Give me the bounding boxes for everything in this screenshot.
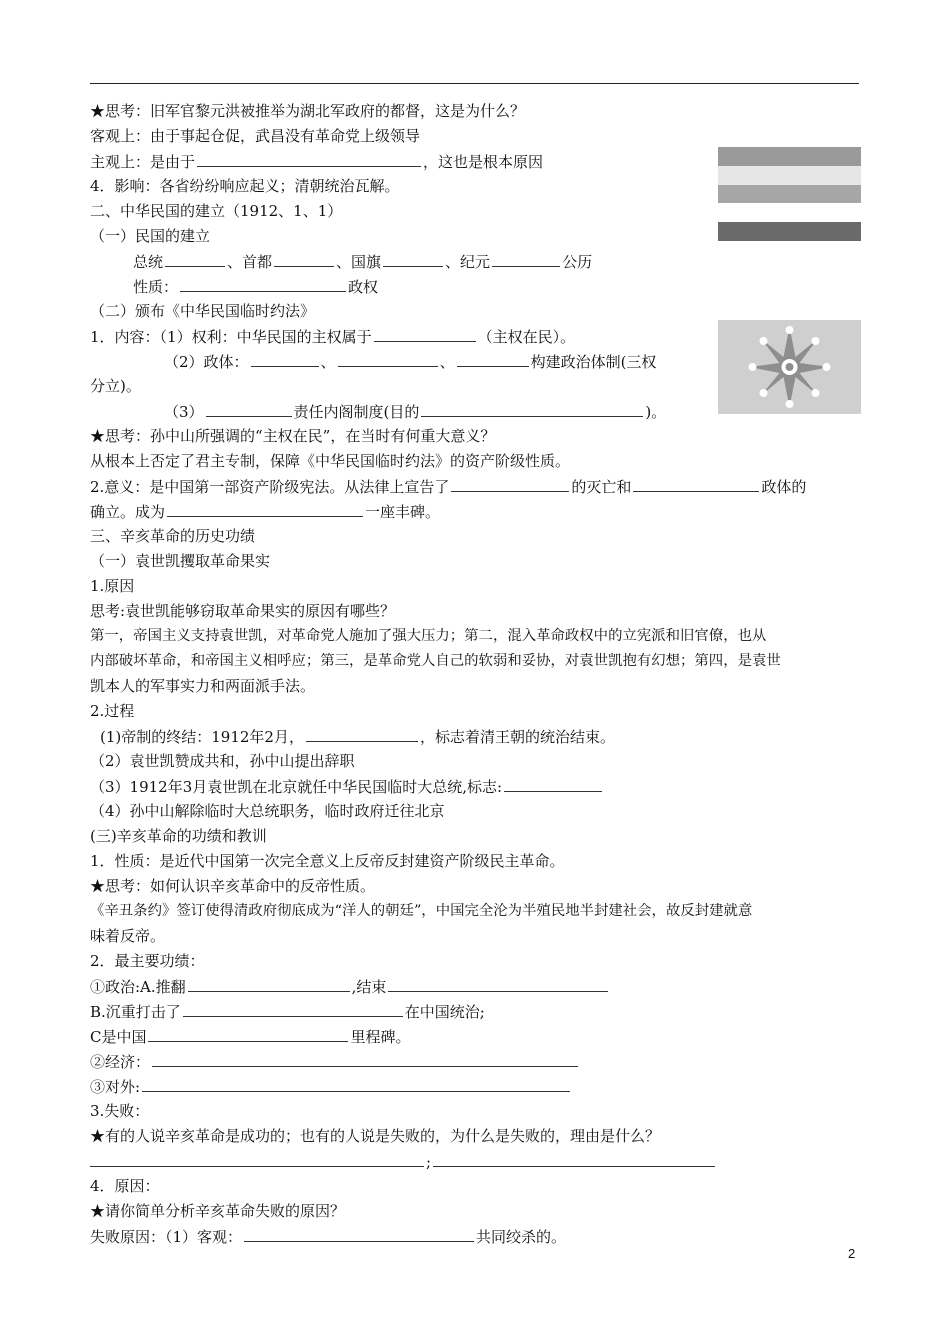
text: ;	[426, 1153, 432, 1171]
subsection-heading	[90, 299, 315, 323]
text-line	[90, 974, 610, 998]
fill-blank[interactable]	[180, 274, 346, 292]
text-line	[133, 249, 592, 273]
flag-stripe	[718, 147, 861, 166]
fill-blank[interactable]	[274, 249, 334, 267]
text-line	[90, 624, 766, 648]
text: 责任内阁制度(目的	[293, 403, 420, 421]
text: （二）颁布《中华民国临时约法》	[90, 302, 316, 320]
text: 4．影响：各省纷纷响应起义；清朝统治瓦解。	[90, 177, 400, 195]
text: （一）袁世凯攫取革命果实	[90, 552, 271, 570]
text: ①政治:A.推翻	[90, 978, 186, 996]
text-line	[90, 774, 604, 798]
text: 、	[439, 353, 455, 371]
text-line	[90, 499, 440, 523]
text-line	[90, 124, 420, 148]
fill-blank[interactable]	[183, 999, 403, 1017]
text-line	[90, 1074, 572, 1098]
text: 味着反帝。	[90, 927, 166, 945]
fill-blank[interactable]	[421, 399, 643, 417]
text-line	[90, 1174, 160, 1198]
text-line	[90, 1099, 149, 1123]
text-line	[90, 1224, 566, 1248]
text-line	[90, 374, 141, 398]
text: ②经济：	[90, 1053, 151, 1071]
text-line	[90, 574, 134, 598]
flag-stripe	[718, 203, 861, 222]
text: （主权在民）。	[477, 328, 576, 346]
fill-blank[interactable]	[167, 499, 363, 517]
text: 2.意义：是中国第一部资产阶级宪法。从法律上宣告了	[90, 478, 450, 496]
text-line	[133, 274, 378, 298]
text: 客观上：由于事起仓促，武昌没有革命党上级领导	[90, 127, 421, 145]
subsection-heading	[90, 224, 210, 248]
text-line	[90, 149, 543, 173]
fill-blank[interactable]	[457, 349, 529, 367]
text: 里程碑。	[350, 1028, 411, 1046]
text: C是中国	[90, 1028, 147, 1046]
fill-blank[interactable]	[383, 249, 443, 267]
text-line	[90, 174, 400, 198]
text: 构建政治体制(三权	[530, 353, 657, 371]
text: 第一，帝国主义支持袁世凯，对革命党人施加了强大压力；第二，混入革命政权中的立宪派和旧官僚，也从	[90, 628, 767, 644]
text: 、纪元	[445, 253, 491, 271]
text: 思考:袁世凯能够窃取革命果实的原因有哪些？	[90, 602, 396, 620]
text: (三)辛亥革命的功绩和教训	[90, 827, 267, 845]
fill-blank[interactable]	[197, 149, 421, 167]
text-line	[90, 449, 570, 473]
fill-blank[interactable]	[90, 1149, 424, 1167]
text-line	[90, 599, 395, 623]
flag-stripe	[718, 185, 861, 204]
text-line	[90, 874, 375, 898]
text: 2．最主要功绩：	[90, 952, 205, 970]
text-line	[90, 674, 315, 698]
fill-blank[interactable]	[188, 974, 350, 992]
text: ★思考：旧军官黎元洪被推举为湖北军政府的都督，这是为什么？	[90, 102, 526, 120]
text: 3.失败：	[90, 1102, 150, 1120]
text: 《辛丑条约》签订使得清政府彻底成为“洋人的朝廷”，中国完全沦为半殖民地半封建社会，故反封建就意	[90, 903, 753, 919]
text: 1.原因	[90, 577, 135, 595]
fill-blank[interactable]	[338, 349, 438, 367]
text-line	[90, 99, 525, 123]
text: 失败原因：（1）客观：	[90, 1228, 243, 1246]
five-color-flag-image	[718, 147, 861, 241]
text: 在中国统治;	[404, 1003, 485, 1021]
text: (1)帝制的终结：1912年2月，	[100, 728, 304, 746]
text: ，这也是根本原因	[423, 153, 544, 171]
text: 4．原因：	[90, 1177, 160, 1195]
star-emblem-image	[718, 320, 861, 414]
text-line	[90, 1149, 717, 1173]
subsection-heading	[90, 549, 270, 573]
text-line	[90, 899, 752, 923]
text: 从根本上否定了君主专制，保障《中华民国临时约法》的资产阶级性质。	[90, 452, 571, 470]
text-line	[90, 749, 355, 773]
fill-blank[interactable]	[433, 1149, 715, 1167]
page-number: 2	[848, 1246, 856, 1261]
text-line	[90, 324, 575, 348]
text: 共同绞杀的。	[476, 1228, 567, 1246]
flag-stripe	[718, 222, 861, 241]
fill-blank[interactable]	[142, 1074, 570, 1092]
text-line	[90, 1024, 411, 1048]
fill-blank[interactable]	[165, 249, 225, 267]
text: B.沉重打击了	[90, 1003, 181, 1021]
fill-blank[interactable]	[244, 1224, 474, 1242]
text-line	[90, 924, 165, 948]
fill-blank[interactable]	[633, 474, 759, 492]
text: 1．性质：是近代中国第一次完全意义上反帝反封建资产阶级民主革命。	[90, 852, 565, 870]
text-line	[90, 949, 205, 973]
section-heading	[90, 199, 342, 223]
header-rule	[90, 83, 859, 84]
text: （2）政体：	[164, 353, 249, 371]
section-heading	[90, 524, 255, 548]
fill-blank[interactable]	[306, 724, 418, 742]
text: ，标志着清王朝的统治结束。	[419, 728, 615, 746]
fill-blank[interactable]	[206, 399, 292, 417]
text: 总统	[133, 253, 164, 271]
fill-blank[interactable]	[492, 249, 560, 267]
fill-blank[interactable]	[374, 324, 476, 342]
text: 公历	[562, 253, 593, 271]
text: ,结束	[351, 978, 387, 996]
text: 确立。成为	[90, 503, 166, 521]
text: ★有的人说辛亥革命是成功的；也有的人说是失败的，为什么是失败的，理由是什么？	[90, 1127, 661, 1145]
text-line	[90, 1049, 580, 1073]
text: 、	[320, 353, 336, 371]
flag-stripe	[718, 166, 861, 185]
text-line	[90, 1124, 660, 1148]
text-line	[90, 424, 495, 448]
fill-blank[interactable]	[148, 1024, 348, 1042]
fill-blank[interactable]	[451, 474, 569, 492]
fill-blank[interactable]	[388, 974, 608, 992]
text: 主观上：是由于	[90, 153, 196, 171]
text-line	[90, 999, 485, 1023]
text: 、国旗	[336, 253, 382, 271]
text: 性质：	[133, 278, 179, 296]
star-emblem-icon	[718, 320, 861, 414]
text-line	[164, 349, 656, 373]
text: 分立)。	[90, 377, 141, 395]
text-line	[90, 699, 134, 723]
fill-blank[interactable]	[251, 349, 319, 367]
text: ★思考：如何认识辛亥革命中的反帝性质。	[90, 877, 376, 895]
text-line	[100, 724, 615, 748]
text: 内部破坏革命，和帝国主义相呼应；第三，是革命党人自己的软弱和妥协，对袁世凯抱有幻想；第四，是袁世	[90, 653, 781, 669]
text: ★请你简单分析辛亥革命失败的原因？	[90, 1202, 346, 1220]
text: 一座丰碑。	[365, 503, 441, 521]
text: 1．内容：（1）权利：中华民国的主权属于	[90, 328, 372, 346]
text: 政体的	[761, 478, 807, 496]
fill-blank[interactable]	[504, 774, 602, 792]
text: ③对外:	[90, 1078, 141, 1096]
text-line	[164, 399, 666, 423]
text-line	[90, 649, 781, 673]
text: （3）	[164, 403, 204, 421]
text-line	[90, 849, 565, 873]
text: ★思考：孙中山所强调的“主权在民”，在当时有何重大意义？	[90, 427, 496, 445]
text: （4）孙中山解除临时大总统职务，临时政府迁往北京	[90, 802, 445, 820]
text-line	[90, 474, 806, 498]
fill-blank[interactable]	[152, 1049, 578, 1067]
text: )。	[645, 403, 667, 421]
text-line	[90, 1199, 345, 1223]
text: 的灭亡和	[571, 478, 632, 496]
text: 凯本人的军事实力和两面派手法。	[90, 677, 316, 695]
text: （3）1912年3月袁世凯在北京就任中华民国临时大总统,标志:	[90, 778, 503, 796]
text: 二、中华民国的建立（1912、1、1）	[90, 202, 343, 220]
text: （2）袁世凯赞成共和，孙中山提出辞职	[90, 752, 355, 770]
text: 三、辛亥革命的历史功绩	[90, 527, 256, 545]
subsection-heading	[90, 824, 267, 848]
text: 2.过程	[90, 702, 135, 720]
text: 政权	[348, 278, 379, 296]
text: （一）民国的建立	[90, 227, 211, 245]
text-line	[90, 799, 445, 823]
text: 、首都	[227, 253, 273, 271]
